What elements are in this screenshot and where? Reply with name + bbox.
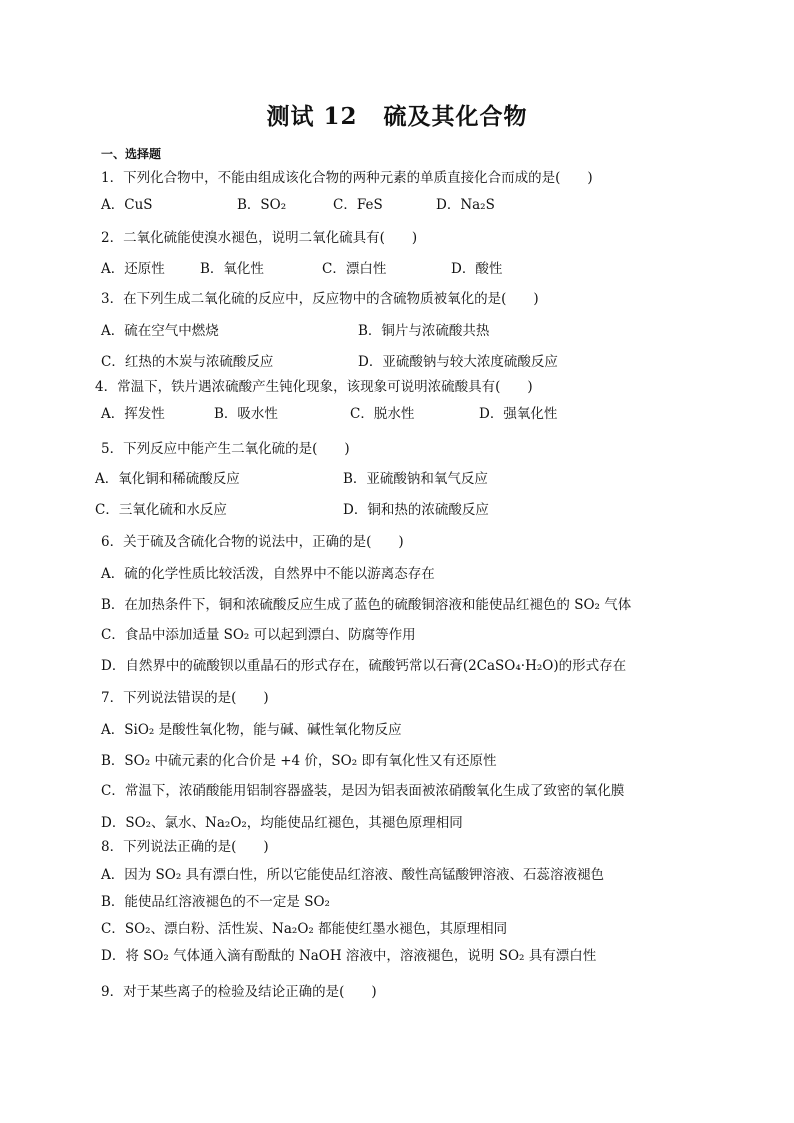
option: A．硫在空气中燃烧 — [101, 323, 219, 339]
question-stem: 5．下列反应中能产生二氧化硫的是( ) — [101, 441, 350, 457]
option: D．Na₂S — [436, 197, 495, 213]
question-stem: 7．下列说法错误的是( ) — [101, 690, 269, 706]
option: C．三氧化硫和水反应 — [95, 502, 227, 518]
option: A．氧化铜和稀硫酸反应 — [95, 471, 240, 487]
option: C．食品中添加适量 SO₂ 可以起到漂白、防腐等作用 — [101, 627, 416, 643]
option: A．因为 SO₂ 具有漂白性，所以它能使品红溶液、酸性高锰酸钾溶液、石蕊溶液褪色 — [101, 867, 605, 883]
page-title — [0, 98, 794, 131]
title-number: 测试 12 — [266, 103, 358, 130]
option: D．亚硫酸钠与较大浓度硫酸反应 — [358, 354, 558, 370]
option: C．脱水性 — [350, 406, 415, 422]
option: C．红热的木炭与浓硫酸反应 — [101, 354, 274, 370]
option: A．还原性 — [101, 261, 165, 277]
question-stem: 8．下列说法正确的是( ) — [101, 839, 269, 855]
option: B．亚硫酸钠和氧气反应 — [343, 471, 488, 487]
question-stem: 4．常温下，铁片遇浓硫酸产生钝化现象，该现象可说明浓硫酸具有( ) — [95, 379, 533, 395]
title-topic: 硫及其化合物 — [383, 103, 528, 130]
option: B．SO₂ — [237, 197, 287, 213]
option: A．CuS — [101, 197, 153, 213]
option: C．漂白性 — [322, 261, 387, 277]
option: D．SO₂、氯水、Na₂O₂，均能使品红褪色，其褪色原理相同 — [101, 815, 463, 831]
option: D．铜和热的浓硫酸反应 — [343, 502, 489, 518]
option: B．氧化性 — [200, 261, 264, 277]
option: D．自然界中的硫酸钡以重晶石的形式存在，硫酸钙常以石膏(2CaSO₄·H₂O)的形式存在 — [101, 658, 627, 674]
question-stem: 1．下列化合物中，不能由组成该化合物的两种元素的单质直接化合而成的是( ) — [101, 170, 593, 186]
option: A．SiO₂ 是酸性氧化物，能与碱、碱性氧化物反应 — [101, 722, 402, 738]
option: D．酸性 — [451, 261, 503, 277]
option: C．常温下，浓硝酸能用铝制容器盛装，是因为铝表面被浓硝酸氧化生成了致密的氧化膜 — [101, 783, 625, 799]
question-stem: 9．对于某些离子的检验及结论正确的是( ) — [101, 984, 377, 1000]
option: D．将 SO₂ 气体通入滴有酚酞的 NaOH 溶液中，溶液褪色，说明 SO₂ 具有漂白性 — [101, 948, 597, 964]
option: B．SO₂ 中硫元素的化合价是 +4 价，SO₂ 即有氧化性又有还原性 — [101, 753, 497, 769]
question-stem: 2．二氧化硫能使溴水褪色，说明二氧化硫具有( ) — [101, 230, 418, 246]
option: C．FeS — [333, 197, 383, 213]
option: A．挥发性 — [101, 406, 165, 422]
option: D．强氧化性 — [479, 406, 558, 422]
option: B．铜片与浓硫酸共热 — [358, 323, 490, 339]
section-heading: 一、选择题 — [101, 147, 162, 161]
option: B．能使品红溶液褪色的不一定是 SO₂ — [101, 894, 330, 910]
question-stem: 3．在下列生成二氧化硫的反应中，反应物中的含硫物质被氧化的是( ) — [101, 291, 539, 307]
option: B．在加热条件下，铜和浓硫酸反应生成了蓝色的硫酸铜溶液和能使品红褪色的 SO₂ 气体 — [101, 597, 632, 613]
option: C．SO₂、漂白粉、活性炭、Na₂O₂ 都能使红墨水褪色，其原理相同 — [101, 921, 508, 937]
option: B．吸水性 — [214, 406, 278, 422]
option: A．硫的化学性质比较活泼，自然界中不能以游离态存在 — [101, 566, 435, 582]
question-stem: 6．关于硫及含硫化合物的说法中，正确的是( ) — [101, 534, 404, 550]
